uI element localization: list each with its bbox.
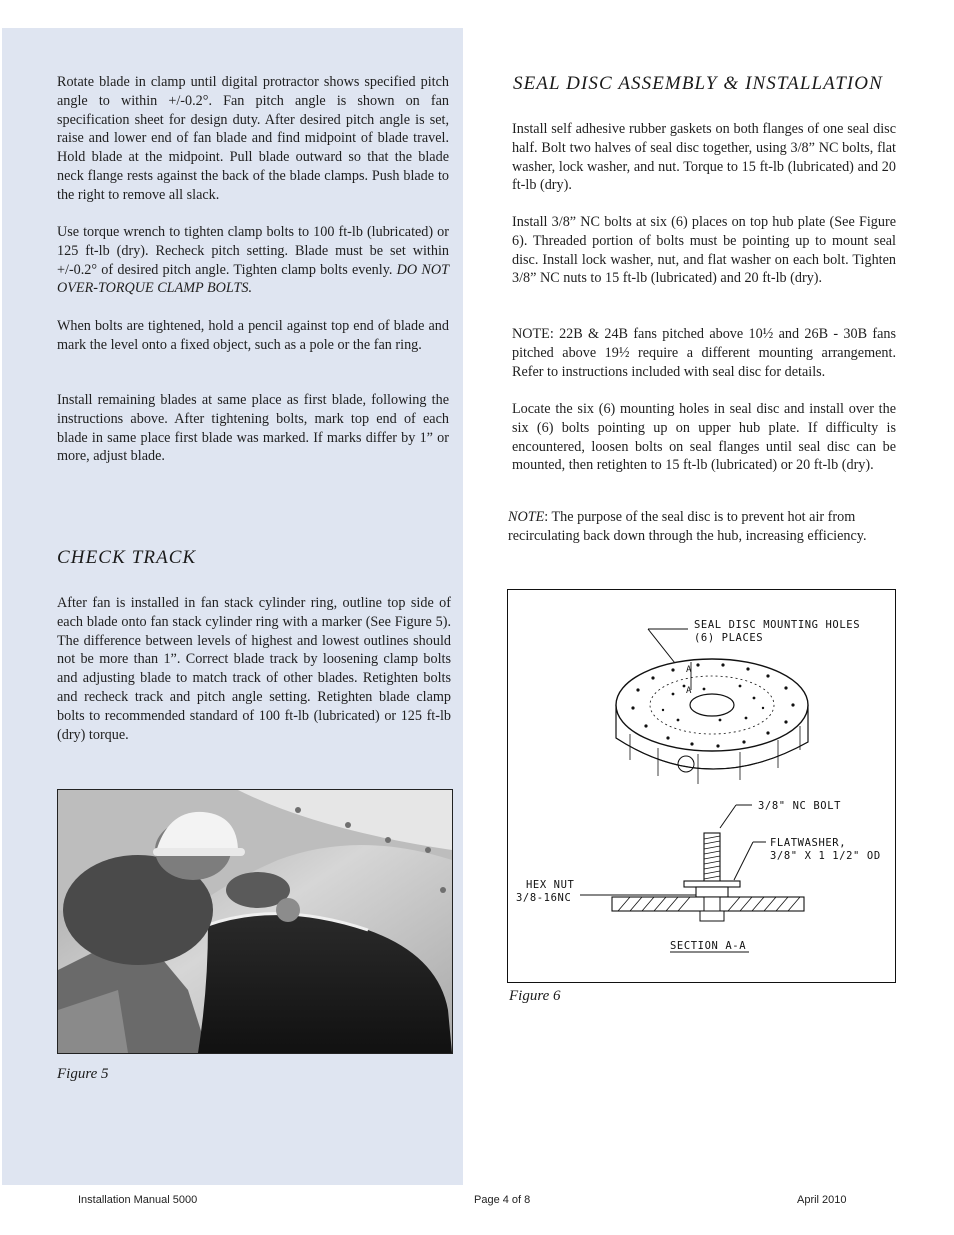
figure-6-caption: Figure 6 <box>509 988 561 1004</box>
note-label: NOTE <box>508 509 545 525</box>
mounting-holes-paragraph: Locate the six (6) mounting holes in seal disc and install over the six (6) bolts pointing up on upper hub plate. If difficulty is encountered, loosen bolts on seal flanges until seal disc can be mounted, then retighten to 15 ft-lb (lubricated) or 20 ft-lb (dry). <box>512 401 896 474</box>
check-track-heading: CHECK TRACK <box>57 547 197 568</box>
washer-label: FLATWASHER, <box>770 837 847 849</box>
footer-date: April 2010 <box>797 1194 847 1206</box>
section-label: SECTION A-A <box>670 940 747 952</box>
holes-label: SEAL DISC MOUNTING HOLES <box>694 619 861 631</box>
note-text: : The purpose of the seal disc is to prevent hot air from recirculating back down through the hub, increasing efficiency. <box>508 509 867 544</box>
footer-manual-title: Installation Manual 5000 <box>78 1194 198 1206</box>
bolt-label: 3/8" NC BOLT <box>758 800 842 812</box>
gasket-paragraph: Install self adhesive rubber gaskets on both flanges of one seal disc half. Bolt two halves of seal disc together, using 3/8” NC bolts, flat washer, lock washer, and nut. Torque to 15 ft-lb (lubricated) and 20 ft-lb (dry). <box>512 121 896 194</box>
remaining-blades-paragraph: Install remaining blades at same place as first blade, following the instructions above. After tightening bolts, mark top end of each blade in same place first blade was marked. If marks differ by 1” or more, adjust blade. <box>57 392 449 465</box>
blade-pitch-paragraph: Rotate blade in clamp until digital protractor shows specified pitch angle to within +/-0.2°. Fan pitch angle is shown on fan specification sheet for design duty. After desired pitch angle is set, raise and lower end of fan blade and find midpoint of blade travel. Hold blade at the midpoint. Pull blade outward so that the blade neck flange rests against the back of the blade clamps. Push blade to the right to remove all slack. <box>57 74 449 203</box>
places-label: (6) PLACES <box>694 632 764 644</box>
section-marker-top: A <box>686 665 693 675</box>
footer-page-number: Page 4 of 8 <box>474 1194 531 1206</box>
seal-disc-purpose-note <box>508 508 894 546</box>
washer-size-label: 3/8" X 1 1/2" OD <box>770 850 881 862</box>
seal-disc-heading: SEAL DISC ASSEMBLY & INSTALLATION <box>513 73 883 94</box>
pencil-mark-paragraph: When bolts are tightened, hold a pencil against top end of blade and mark the level onto a fixed object, such as a pole or the fan ring. <box>57 318 449 353</box>
hub-bolts-paragraph: Install 3/8” NC bolts at six (6) places on top hub plate (See Figure 6). Threaded portion of bolts must be pointing up to mount seal disc. Install lock washer, nut, and flat washer on each bolt. Tighten 3/8” NC nuts to 15 ft-lb (lubricated) and 20 ft-lb (dry). <box>512 214 896 287</box>
hex-nut-label: HEX NUT <box>526 879 575 891</box>
hex-nut-size-label: 3/8-16NC <box>516 892 572 904</box>
check-track-paragraph: After fan is installed in fan stack cylinder ring, outline top side of each blade onto fan stack cylinder ring with a marker (See Figure 5). The difference between levels of highest and lowest outlines should not be more than 1”. Correct blade track by loosening clamp bolts and adjusting blade to match track of other blades. Retighten bolts and recheck track and pitch angle setting. Retighten blade clamp bolts to recommended standard of 100 ft-lb (lubricated) or 125 ft-lb (dry) torque. <box>57 595 451 743</box>
section-marker-bottom: A <box>686 686 693 696</box>
torque-text: Use torque wrench to tighten clamp bolts to 100 ft-lb (lubricated) or 125 ft-lb (dry). Recheck pitch setting. Blade must be set within +/-0.2° of desired pitch angle. Tighten clamp bolts evenly. <box>57 224 449 278</box>
figure-5-caption: Figure 5 <box>57 1066 109 1082</box>
torque-warning: DO NOT OVER-TORQUE CLAMP BOLTS. <box>57 261 449 297</box>
figure-5-photo <box>57 789 453 1054</box>
fan-pitch-note-paragraph: NOTE: 22B & 24B fans pitched above 10½ and 26B - 30B fans pitched above 19½ require a different mounting arrangement. Refer to instructions included with seal disc for details. <box>512 326 896 380</box>
torque-paragraph <box>57 223 449 298</box>
figure-6-diagram <box>507 589 896 983</box>
